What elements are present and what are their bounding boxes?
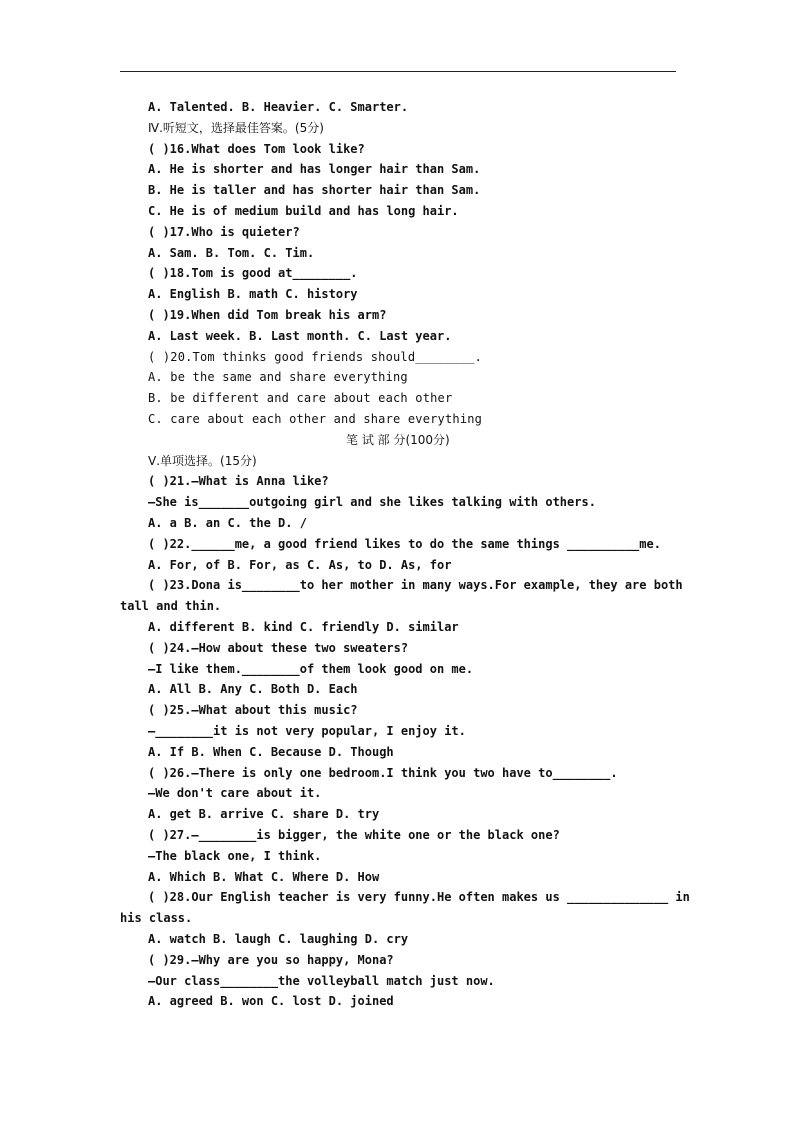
line-text: A. All B. Any C. Both D. Each	[148, 682, 358, 697]
line-text: C. care about each other and share everything	[148, 412, 483, 426]
line-text: 笔 试 部 分(100分)	[346, 432, 450, 447]
line-text: ( )29.—Why are you so happy, Mona?	[148, 952, 394, 967]
text-line	[0, 284, 794, 304]
line-text: Ⅳ.听短文，选择最佳答案。(5分)	[148, 120, 324, 135]
line-text: his class.	[120, 911, 193, 926]
line-text: ( )24.—How about these two sweaters?	[148, 640, 409, 655]
line-text: B. He is taller and has shorter hair than Sam.	[148, 183, 481, 198]
text-line	[0, 867, 794, 887]
line-text: ( )28.Our English teacher is very funny.He often makes us ______________ in	[148, 890, 690, 905]
line-text: ( )16.What does Tom look like?	[148, 141, 365, 156]
text-line	[0, 825, 794, 845]
text-line	[0, 367, 794, 387]
text-line	[0, 596, 794, 616]
line-text: ( )27.—________is bigger, the white one or the black one?	[148, 828, 560, 842]
line-text: A. watch B. laugh C. laughing D. cry	[148, 932, 409, 946]
line-text: B. be different and care about each other	[148, 391, 453, 406]
text-line	[0, 305, 794, 325]
line-text: A. Which B. What C. Where D. How	[148, 869, 380, 884]
line-text: A. Sam. B. Tom. C. Tim.	[148, 245, 315, 260]
line-text: ( )26.—There is only one bedroom.I think you two have to________.	[148, 765, 618, 780]
text-line	[0, 97, 794, 117]
text-line	[0, 908, 794, 928]
line-text: —The black one, I think.	[148, 848, 322, 863]
line-text: ( )21.—What is Anna like?	[148, 474, 329, 489]
line-text: A. be the same and share everything	[148, 370, 408, 385]
line-text: tall and thin.	[120, 599, 222, 614]
line-text: Ⅴ.单项选择。(15分)	[148, 453, 257, 468]
line-text: A. If B. When C. Because D. Though	[148, 744, 394, 759]
text-line	[0, 139, 794, 159]
line-text: ( )17.Who is quieter?	[148, 224, 300, 239]
text-line	[0, 471, 794, 491]
line-text: A. agreed B. won C. lost D. joined	[148, 994, 394, 1009]
text-line	[0, 950, 794, 970]
line-text: A. a B. an C. the D. /	[148, 516, 307, 530]
text-line	[0, 555, 794, 575]
text-line	[0, 347, 794, 367]
text-line	[0, 430, 794, 450]
text-line	[0, 763, 794, 783]
text-line	[0, 700, 794, 720]
line-text: ( )23.Dona is________to her mother in many ways.For example, they are both	[148, 578, 683, 593]
line-text: A. get B. arrive C. share D. try	[148, 807, 380, 822]
line-text: C. He is of medium build and has long hair.	[148, 204, 459, 218]
text-line	[0, 659, 794, 679]
text-line	[0, 118, 794, 138]
text-line	[0, 617, 794, 637]
line-text: A. For, of B. For, as C. As, to D. As, for	[148, 557, 452, 572]
text-line	[0, 575, 794, 595]
text-line	[0, 222, 794, 242]
line-text: ( )19.When did Tom break his arm?	[148, 308, 387, 322]
text-line	[0, 804, 794, 824]
text-line	[0, 180, 794, 200]
text-line	[0, 243, 794, 263]
text-line	[0, 201, 794, 221]
text-line	[0, 991, 794, 1011]
text-line	[0, 638, 794, 658]
text-line	[0, 451, 794, 471]
text-line	[0, 929, 794, 949]
text-line	[0, 326, 794, 346]
text-line	[0, 783, 794, 803]
header-rule	[120, 71, 676, 72]
line-text: ( )20.Tom thinks good friends should________.	[148, 349, 483, 364]
text-line	[0, 846, 794, 866]
text-line	[0, 742, 794, 762]
line-text: —Our class________the volleyball match just now.	[148, 973, 495, 988]
line-text: A. Talented. B. Heavier. C. Smarter.	[148, 100, 409, 114]
text-line	[0, 679, 794, 699]
line-text: —She is_______outgoing girl and she likes talking with others.	[148, 495, 596, 510]
text-line	[0, 513, 794, 533]
line-text: ( )22.______me, a good friend likes to do the same things __________me.	[148, 536, 661, 551]
line-text: —We don't care about it.	[148, 786, 322, 801]
line-text: ( )18.Tom is good at________.	[148, 266, 358, 281]
line-text: ( )25.—What about this music?	[148, 703, 358, 718]
text-line	[0, 159, 794, 179]
line-text: A. different B. kind C. friendly D. similar	[148, 620, 459, 634]
line-text: —________it is not very popular, I enjoy it.	[148, 724, 466, 738]
line-text: A. Last week. B. Last month. C. Last year.	[148, 328, 452, 343]
text-line	[0, 492, 794, 512]
line-text: A. He is shorter and has longer hair than Sam.	[148, 162, 481, 177]
text-line	[0, 887, 794, 907]
text-line	[0, 534, 794, 554]
text-line	[0, 409, 794, 429]
text-line	[0, 721, 794, 741]
line-text: A. English B. math C. history	[148, 287, 358, 302]
text-line	[0, 971, 794, 991]
text-line	[0, 388, 794, 408]
line-text: —I like them.________of them look good on me.	[148, 661, 474, 676]
text-line	[0, 263, 794, 283]
